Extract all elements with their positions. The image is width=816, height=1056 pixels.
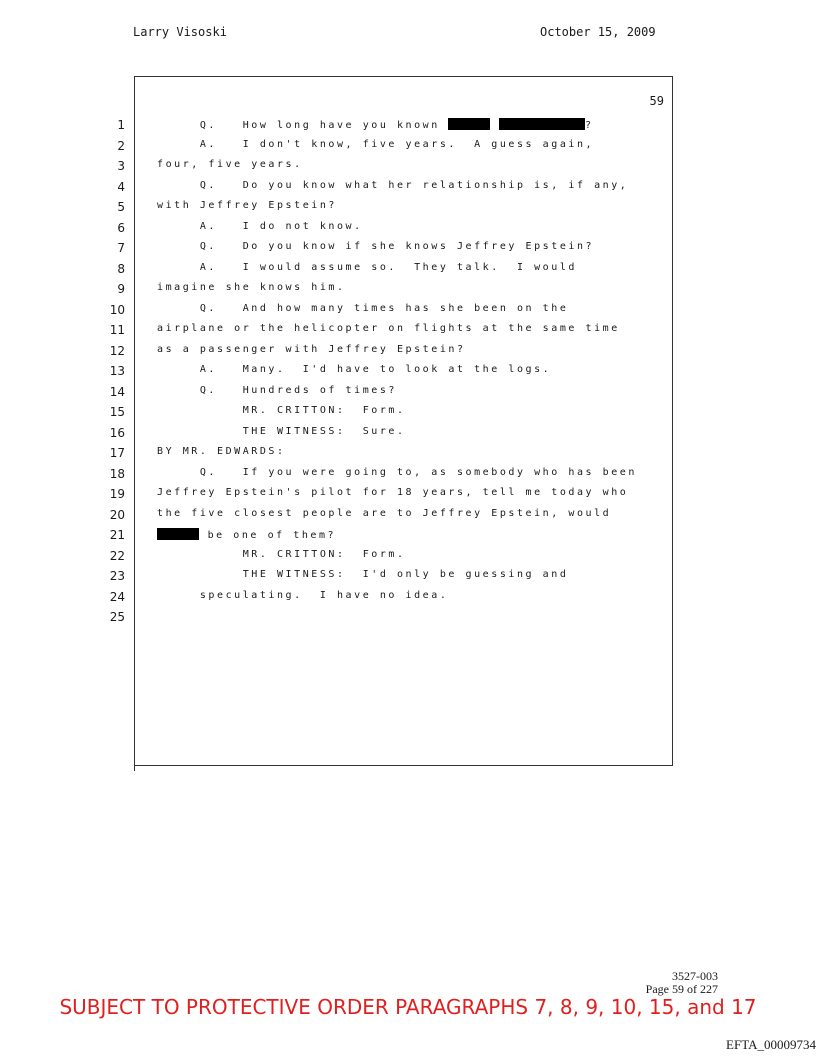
transcript-line bbox=[0, 262, 816, 282]
transcript-line bbox=[0, 241, 816, 261]
line-segment: Q. If you were going to, as somebody who has been bbox=[157, 466, 637, 478]
line-number: 19 bbox=[109, 487, 125, 501]
line-number: 11 bbox=[109, 323, 125, 337]
line-number: 22 bbox=[109, 548, 125, 563]
line-number: 15 bbox=[109, 405, 125, 419]
transcript-line bbox=[0, 467, 816, 487]
line-segment: as a passenger with Jeffrey Epstein? bbox=[157, 343, 466, 355]
line-segment: four, five years. bbox=[157, 159, 303, 170]
footer-reference bbox=[646, 970, 718, 996]
line-text bbox=[157, 426, 406, 437]
line-segment: A. Many. I'd have to look at the logs. bbox=[157, 364, 552, 375]
transcript-line bbox=[0, 344, 816, 364]
line-segment: Q. Do you know if she knows Jeffrey Epstein? bbox=[157, 241, 595, 252]
line-segment: the five closest people are to Jeffrey Epstein, would bbox=[157, 507, 612, 519]
line-text bbox=[157, 487, 628, 498]
transcript-line bbox=[0, 549, 816, 569]
line-number: 17 bbox=[109, 446, 125, 460]
line-text bbox=[157, 282, 346, 293]
page-number: 59 bbox=[649, 94, 664, 108]
transcript-line bbox=[0, 159, 816, 179]
line-text bbox=[157, 159, 303, 170]
transcript-line bbox=[0, 200, 816, 220]
line-text bbox=[157, 549, 406, 560]
line-number: 13 bbox=[109, 364, 125, 378]
line-text bbox=[157, 385, 397, 396]
line-text bbox=[157, 139, 594, 150]
line-segment: MR. CRITTON: Form. bbox=[157, 405, 406, 416]
transcript-line bbox=[0, 221, 816, 241]
line-number: 8 bbox=[117, 261, 125, 276]
line-text bbox=[157, 590, 448, 601]
transcript-line bbox=[0, 528, 816, 548]
line-text bbox=[157, 405, 406, 416]
transcript-line bbox=[0, 405, 816, 425]
line-segment: Q. Hundreds of times? bbox=[157, 384, 397, 396]
line-number: 16 bbox=[109, 425, 125, 440]
transcript-line bbox=[0, 426, 816, 446]
line-segment: A. I do not know. bbox=[157, 220, 363, 232]
line-text bbox=[157, 323, 620, 334]
transcript-line bbox=[0, 118, 816, 138]
line-number: 20 bbox=[109, 507, 125, 522]
line-segment: Q. And how many times has she been on the bbox=[157, 302, 569, 314]
line-segment: speculating. I have no idea. bbox=[157, 589, 449, 601]
transcript-line bbox=[0, 139, 816, 159]
line-text bbox=[157, 508, 611, 519]
line-segment: MR. CRITTON: Form. bbox=[157, 548, 406, 560]
line-text bbox=[157, 467, 637, 478]
line-segment: A. I don't know, five years. A guess again, bbox=[157, 138, 595, 150]
line-number: 25 bbox=[109, 610, 125, 624]
line-segment: Q. Do you know what her relationship is, if any, bbox=[157, 179, 629, 191]
page-of-total: Page 59 of 227 bbox=[645, 982, 718, 996]
line-text bbox=[157, 200, 337, 211]
transcript-line bbox=[0, 282, 816, 302]
line-text bbox=[157, 262, 577, 273]
transcript-line bbox=[0, 446, 816, 466]
redaction-bar bbox=[499, 118, 585, 130]
transcript-line bbox=[0, 180, 816, 200]
line-number: 18 bbox=[109, 466, 125, 481]
line-number: 12 bbox=[109, 343, 125, 358]
transcript-line bbox=[0, 610, 816, 630]
line-number: 24 bbox=[109, 589, 125, 604]
line-text bbox=[157, 180, 628, 191]
line-text bbox=[157, 344, 466, 355]
line-number: 10 bbox=[109, 302, 125, 317]
line-segment: ? bbox=[584, 120, 594, 131]
line-number: 1 bbox=[117, 118, 125, 132]
transcript-line bbox=[0, 487, 816, 507]
header-witness-name: Larry Visoski bbox=[133, 25, 227, 39]
redaction-bar bbox=[448, 118, 490, 130]
line-number: 4 bbox=[117, 179, 125, 194]
line-text bbox=[157, 118, 594, 131]
line-text bbox=[157, 303, 568, 314]
line-number: 14 bbox=[109, 384, 125, 399]
line-number: 6 bbox=[117, 220, 125, 235]
line-segment: Jeffrey Epstein's pilot for 18 years, tell me today who bbox=[157, 487, 629, 498]
transcript-line bbox=[0, 303, 816, 323]
line-segment: with Jeffrey Epstein? bbox=[157, 200, 337, 211]
line-number: 23 bbox=[109, 569, 125, 583]
line-segment: Q. How long have you known bbox=[157, 120, 449, 131]
transcript-line bbox=[0, 364, 816, 384]
line-segment: airplane or the helicopter on flights at the same time bbox=[157, 323, 620, 334]
line-segment: A. I would assume so. They talk. I would bbox=[157, 261, 577, 273]
line-number: 21 bbox=[109, 528, 125, 542]
transcript-line bbox=[0, 385, 816, 405]
bates-number: EFTA_00009734 bbox=[726, 1037, 816, 1052]
line-segment: imagine she knows him. bbox=[157, 282, 346, 293]
transcript-line bbox=[0, 323, 816, 343]
transcript-line bbox=[0, 508, 816, 528]
line-text bbox=[157, 569, 568, 580]
transcript-line bbox=[0, 590, 816, 610]
line-number: 2 bbox=[117, 138, 125, 153]
line-text bbox=[157, 446, 286, 457]
line-segment: be one of them? bbox=[199, 530, 337, 541]
line-segment: BY MR. EDWARDS: bbox=[157, 446, 286, 457]
protective-order-notice: SUBJECT TO PROTECTIVE ORDER PARAGRAPHS 7, 8, 9, 10, 15, and 17 bbox=[59, 995, 757, 1019]
line-number: 5 bbox=[117, 200, 125, 214]
line-text bbox=[157, 528, 336, 541]
line-text bbox=[157, 364, 551, 375]
line-text bbox=[157, 241, 594, 252]
line-number: 9 bbox=[117, 282, 125, 296]
line-segment bbox=[490, 120, 499, 131]
redaction-bar bbox=[157, 528, 199, 540]
line-segment: THE WITNESS: I'd only be guessing and bbox=[157, 569, 569, 580]
header-date: October 15, 2009 bbox=[540, 25, 656, 39]
line-text bbox=[157, 221, 363, 232]
line-number: 7 bbox=[117, 241, 125, 255]
line-number: 3 bbox=[117, 159, 125, 173]
transcript-line bbox=[0, 569, 816, 589]
line-segment: THE WITNESS: Sure. bbox=[157, 425, 406, 437]
case-number: 3527-003 bbox=[672, 969, 718, 983]
